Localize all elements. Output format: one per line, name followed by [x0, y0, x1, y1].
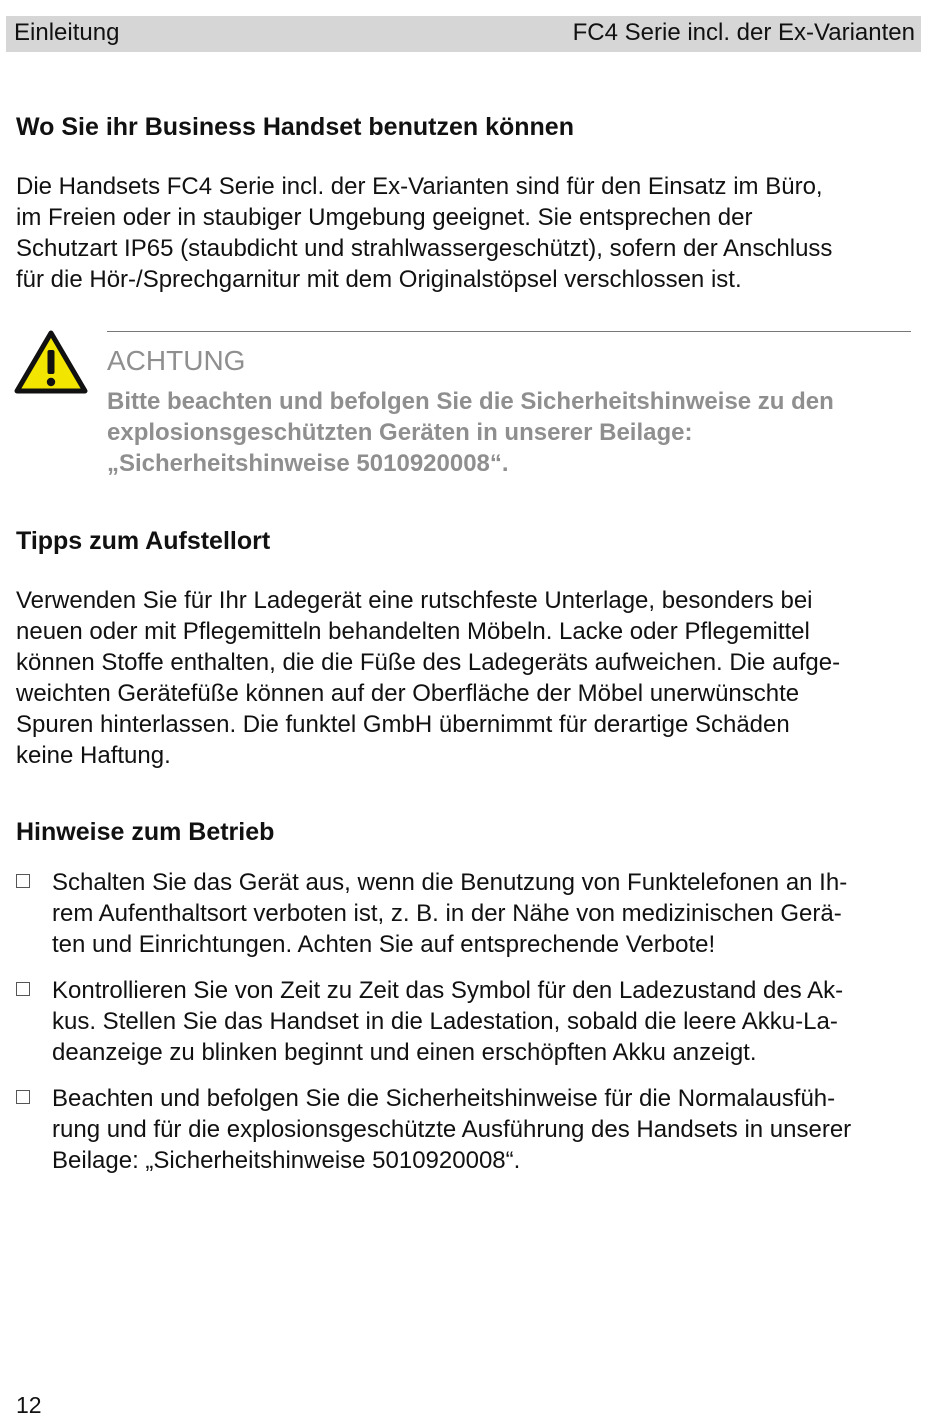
- bullet-line: Beachten und befolgen Sie die Sicherheitshinweise für die Normalausfüh-: [52, 1085, 836, 1112]
- warning-line: explosionsgeschützten Geräten in unserer Beilage:: [107, 419, 693, 446]
- bullet-line: kus. Stellen Sie das Handset in die Ladestation, sobald die leere Akku-La-: [52, 1008, 838, 1035]
- warning-triangle-icon: [14, 330, 88, 394]
- square-bullet-icon: [16, 1090, 30, 1104]
- warning-divider: [107, 331, 911, 332]
- paragraph-line: weichten Gerätefüße können auf der Oberfläche der Möbel unerwünschte: [16, 680, 800, 707]
- bullet-text: [52, 1083, 912, 1176]
- bullet-line: rung und für die explosionsgeschützte Ausführung des Handsets in unserer: [52, 1116, 852, 1143]
- bullet-text: [52, 867, 912, 960]
- page-number: 12: [16, 1392, 42, 1418]
- paragraph-where-to-use: [16, 171, 916, 295]
- bullet-line: Beilage: „Sicherheitshinweise 5010920008“.: [52, 1147, 521, 1174]
- bullet-line: Schalten Sie das Gerät aus, wenn die Benutzung von Funktelefonen an Ih-: [52, 869, 848, 896]
- bullet-line: Kontrollieren Sie von Zeit zu Zeit das Symbol für den Ladezustand des Ak-: [52, 977, 844, 1004]
- warning-line: Bitte beachten und befolgen Sie die Sicherheitshinweise zu den: [107, 388, 834, 415]
- square-bullet-icon: [16, 982, 30, 996]
- header-product-title: FC4 Serie incl. der Ex-Varianten: [572, 19, 915, 46]
- bullet-line: ten und Einrichtungen. Achten Sie auf entsprechende Verbote!: [52, 931, 716, 958]
- paragraph-line: für die Hör-/Sprechgarnitur mit dem Originalstöpsel verschlossen ist.: [16, 266, 742, 293]
- paragraph-line: neuen oder mit Pflegemitteln behandelten Möbeln. Lacke oder Pflegemittel: [16, 618, 810, 645]
- warning-text: [107, 386, 912, 479]
- square-bullet-icon: [16, 874, 30, 888]
- paragraph-placement-tips: [16, 585, 916, 771]
- bullet-line: rem Aufenthaltsort verboten ist, z. B. in der Nähe von medizinischen Gerä-: [52, 900, 842, 927]
- paragraph-line: Verwenden Sie für Ihr Ladegerät eine rutschfeste Unterlage, besonders bei: [16, 587, 813, 614]
- paragraph-line: Die Handsets FC4 Serie incl. der Ex-Varianten sind für den Einsatz im Büro,: [16, 173, 823, 200]
- bullet-line: deanzeige zu blinken beginnt und einen erschöpften Akku anzeigt.: [52, 1039, 757, 1066]
- running-header: [6, 16, 921, 52]
- paragraph-line: im Freien oder in staubiger Umgebung geeignet. Sie entsprechen der: [16, 204, 753, 231]
- warning-line: „Sicherheitshinweise 5010920008“.: [107, 450, 509, 477]
- heading-where-to-use: Wo Sie ihr Business Handset benutzen können: [16, 113, 574, 141]
- header-section-title: Einleitung: [14, 19, 120, 46]
- paragraph-line: Schutzart IP65 (staubdicht und strahlwassergeschützt), sofern der Anschluss: [16, 235, 833, 262]
- heading-operation-notes: Hinweise zum Betrieb: [16, 818, 275, 846]
- paragraph-line: keine Haftung.: [16, 742, 171, 769]
- paragraph-line: Spuren hinterlassen. Die funktel GmbH übernimmt für derartige Schäden: [16, 711, 790, 738]
- bullet-text: [52, 975, 912, 1068]
- heading-placement-tips: Tipps zum Aufstellort: [16, 527, 271, 555]
- paragraph-line: können Stoffe enthalten, die die Füße des Ladegeräts aufweichen. Die aufge-: [16, 649, 841, 676]
- warning-title: ACHTUNG: [107, 345, 246, 376]
